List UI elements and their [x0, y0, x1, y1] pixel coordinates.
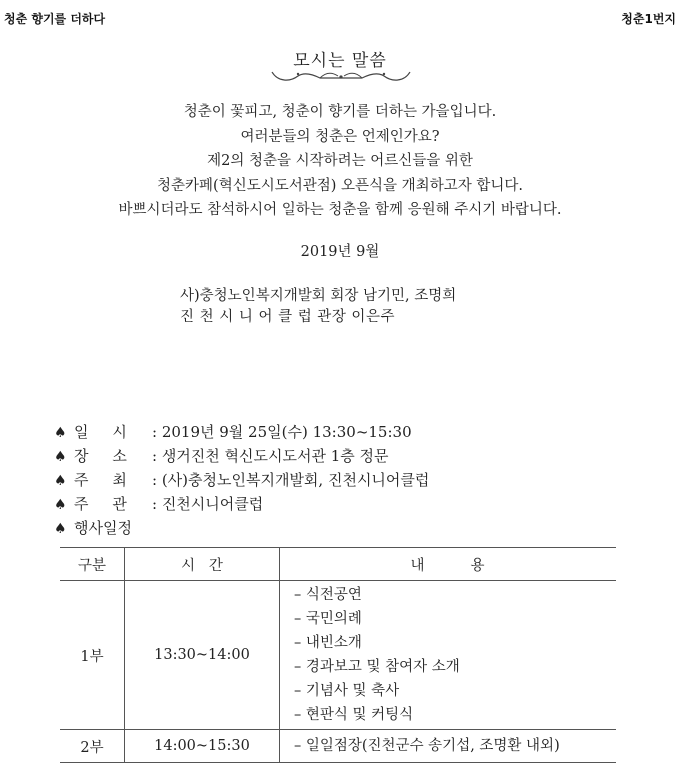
detail-row-schedule [54, 516, 429, 540]
list-item: – 식전공연 [294, 587, 362, 603]
cell-time: 13:30~14:00 [125, 581, 280, 730]
list-item: – 일일점장(진천군수 송기섭, 조명환 내외) [294, 738, 560, 754]
detail-value: : 2019년 9월 25일(수) 13:30~15:30 [152, 423, 412, 441]
detail-row-host [54, 468, 429, 492]
cell-content [280, 581, 617, 730]
list-item: – 기념사 및 축사 [294, 683, 400, 699]
detail-row-organizer [54, 492, 429, 516]
table-row [60, 581, 616, 730]
signature-line: 사)충청노인복지개발회 회장 남기민, 조명희 [180, 288, 457, 304]
detail-label: 행사일정 [74, 519, 132, 537]
spade-icon: ♠ [54, 449, 67, 465]
header-brand: 청춘1번지 [621, 12, 676, 26]
spade-icon: ♠ [54, 425, 67, 441]
detail-row-place [54, 444, 429, 468]
signature-line: 진 천 시 니 어 클 럽 관장 이은주 [180, 309, 395, 325]
list-item: – 국민의례 [294, 611, 362, 627]
invitation-line: 바쁘시더라도 참석하시어 일하는 청춘을 함께 응원해 주시기 바랍니다. [118, 202, 562, 218]
invitation-line: 청춘이 꽃피고, 청춘이 향기를 더하는 가을입니다. [183, 104, 497, 120]
detail-label: 주 관 [74, 495, 127, 513]
header-slogan: 청춘 향기를 더하다 [4, 12, 106, 26]
page-title: 모시는 말씀 [293, 51, 387, 71]
detail-label: 일 시 [74, 423, 127, 441]
invitation-text [0, 100, 680, 223]
detail-value: : (사)충청노인복지개발회, 진천시니어클럽 [152, 471, 430, 489]
column-header-part: 구분 [60, 548, 125, 581]
detail-label: 장 소 [74, 447, 127, 465]
cell-part: 1부 [60, 581, 125, 730]
spade-icon: ♠ [54, 473, 67, 489]
spade-icon: ♠ [54, 521, 67, 537]
column-header-content: 내 용 [280, 548, 617, 581]
spade-icon: ♠ [54, 497, 67, 513]
detail-value: : 진천시니어클럽 [152, 495, 264, 513]
schedule-table [60, 547, 616, 763]
issue-date: 2019년 9월 [300, 244, 380, 260]
detail-row-datetime [54, 420, 429, 444]
cell-content [280, 730, 617, 763]
detail-value: : 생거진천 혁신도시도서관 1층 정문 [152, 447, 389, 465]
table-header-row [60, 548, 616, 581]
invitation-line: 제2의 청춘을 시작하려는 어르신들을 위한 [207, 153, 473, 169]
event-details [54, 420, 429, 540]
cell-part: 2부 [60, 730, 125, 763]
table-row [60, 730, 616, 763]
detail-label: 주 최 [74, 471, 127, 489]
column-header-time: 시 간 [125, 548, 280, 581]
invitation-line: 청춘카페(혁신도시도서관점) 오픈식을 개최하고자 합니다. [157, 177, 523, 194]
list-item: – 내빈소개 [294, 635, 362, 651]
ornament-flourish-icon [268, 66, 414, 86]
cell-time: 14:00~15:30 [125, 730, 280, 763]
list-item: – 현판식 및 커팅식 [294, 707, 414, 723]
invitation-line: 여러분들의 청춘은 언제인가요? [240, 128, 440, 145]
list-item: – 경과보고 및 참여자 소개 [294, 659, 460, 675]
